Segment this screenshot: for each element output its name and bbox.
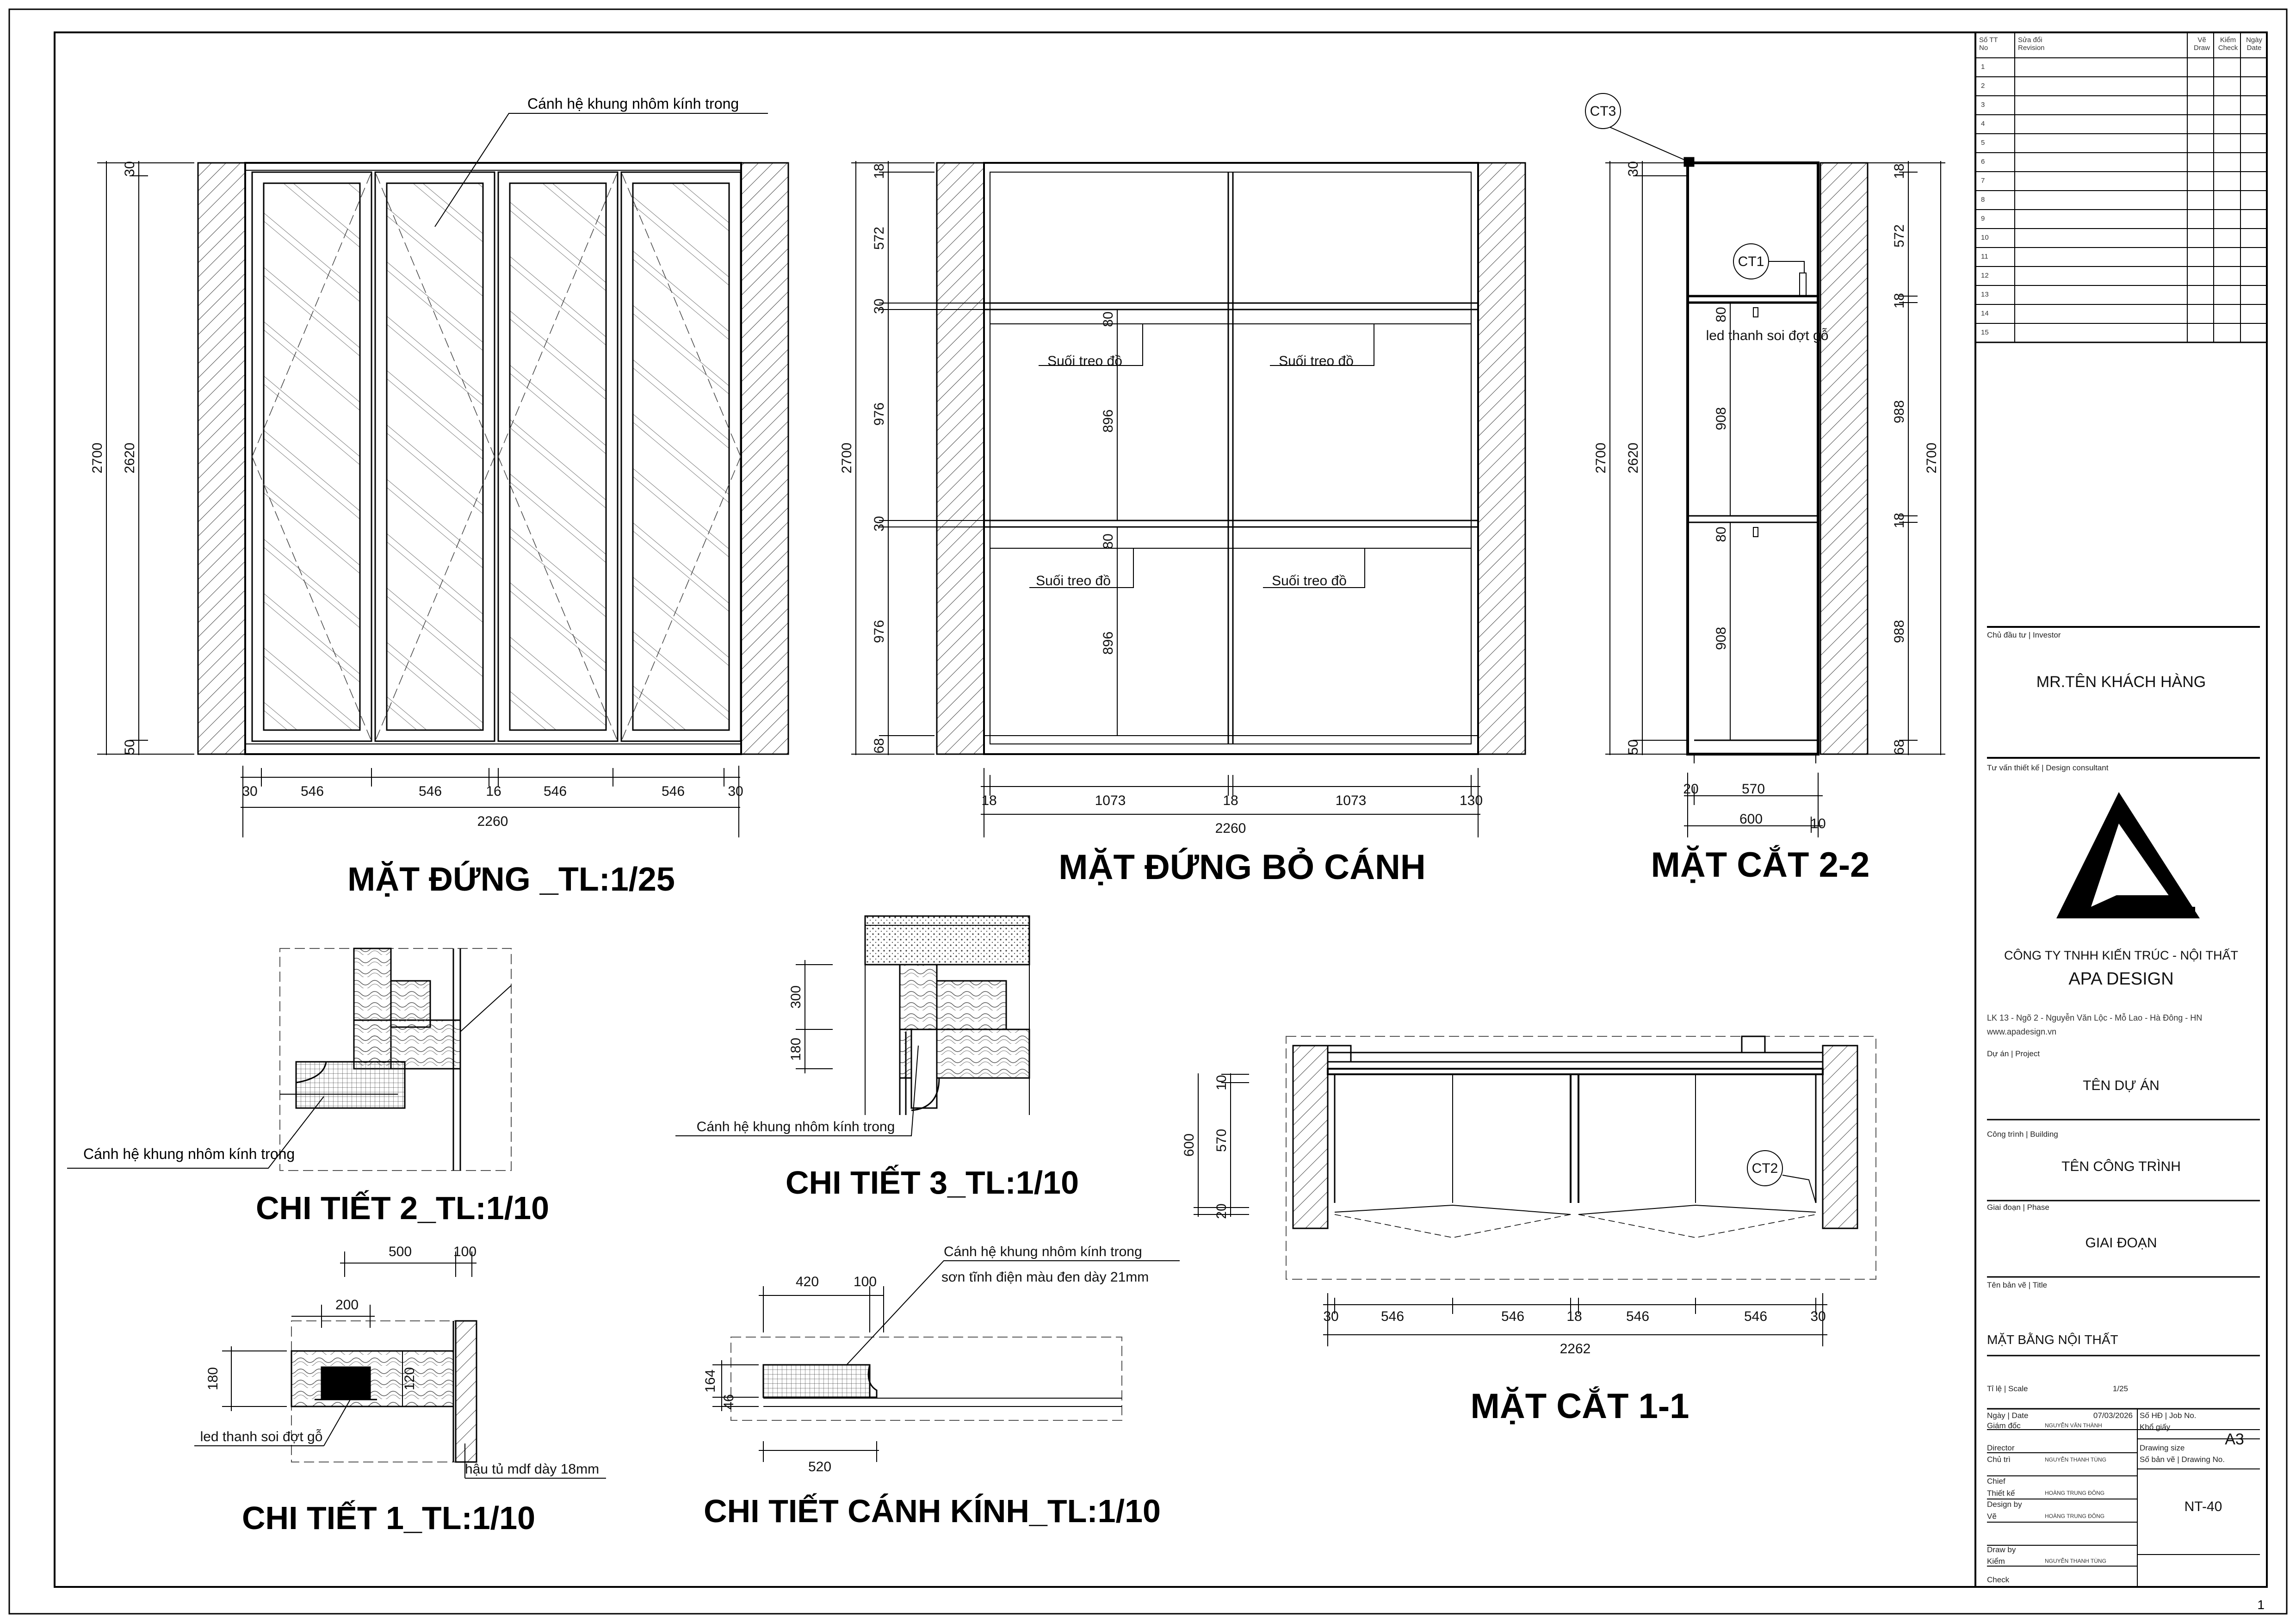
date: 07/03/2026 (2093, 1411, 2133, 1420)
revision-row-number: 10 (1981, 234, 1989, 242)
dim: 100 (853, 1274, 877, 1289)
mat-dung-callout: Cánh hệ khung nhôm kính trong (527, 95, 739, 112)
bo-canh-text (839, 163, 1483, 836)
dim-height: 600 (1182, 1133, 1197, 1157)
revision-row-number: 6 (1981, 158, 1985, 166)
dim: 546 (1626, 1309, 1650, 1324)
page-number: 1 (2257, 1598, 2265, 1612)
chief-label: Chủ trì (1987, 1455, 2011, 1464)
dim-height: 2700 (90, 442, 105, 474)
dim: 18 (1892, 293, 1907, 309)
rev-header-draw: Vẽ Draw (2193, 36, 2210, 52)
dim: 180 (788, 1037, 804, 1061)
director-en: Director (1987, 1443, 2015, 1452)
dim: 20 (1214, 1203, 1229, 1219)
dim: 18 (1892, 163, 1907, 179)
dim: 546 (1380, 1309, 1405, 1324)
title-bo-canh: MẶT ĐỨNG BỎ CÁNH (1058, 848, 1426, 887)
revision-row-number: 4 (1981, 120, 1985, 128)
dim: 30 (122, 161, 137, 177)
dim: 50 (122, 739, 137, 755)
dim: 1073 (1095, 793, 1126, 808)
back-label: hậu tủ mdf dày 18mm (464, 1462, 600, 1477)
paper-label: Khổ giấy (2140, 1423, 2171, 1431)
dim: 10 (1810, 816, 1826, 831)
dim: 16 (486, 784, 501, 799)
dim: 80 (1101, 311, 1116, 327)
dim: 908 (1714, 407, 1729, 431)
dim: 546 (661, 784, 685, 799)
draw-name: HOÀNG TRUNG ĐÔNG (2045, 1513, 2105, 1519)
dim: 908 (1714, 626, 1729, 650)
view-mat-dung (97, 113, 788, 837)
wall-left (198, 163, 245, 754)
project-label: Dự án | Project (1987, 1049, 2040, 1058)
consultant-label: Tư vấn thiết kế | Design consultant (1987, 763, 2109, 772)
rev-header-check: Kiểm Check (2218, 36, 2238, 52)
revision-row-number: 9 (1981, 215, 1985, 223)
revision-row-number: 3 (1981, 101, 1985, 109)
building-label: Công trình | Building (1987, 1130, 2058, 1139)
dim: 500 (388, 1244, 412, 1259)
title-chi-tiet-3: CHI TIẾT 3_TL:1/10 (785, 1165, 1079, 1201)
dim: 80 (1101, 533, 1116, 549)
ct3-callout: Cánh hệ khung nhôm kính trong (696, 1119, 895, 1134)
dim: 988 (1892, 400, 1907, 424)
dim: 570 (1741, 781, 1765, 797)
dim: 2620 (122, 442, 137, 474)
drawing-title: MẶT BẰNG NỘI THẤT (1987, 1332, 2118, 1347)
revision-row-number: 11 (1981, 253, 1988, 260)
company-line1: CÔNG TY TNHH KIẾN TRÚC - NỘI THẤT (2004, 948, 2239, 962)
dim: 546 (1501, 1309, 1525, 1324)
dim: 570 (1214, 1128, 1229, 1152)
chief-name: NGUYỄN THANH TÙNG (2045, 1456, 2106, 1463)
dim: 68 (1892, 739, 1907, 755)
revision-row-number: 5 (1981, 139, 1985, 147)
job-label: Số HĐ | Job No. (2140, 1411, 2197, 1420)
dim: 18 (981, 793, 997, 808)
dim: 572 (1892, 224, 1907, 248)
revision-row-number: 7 (1981, 177, 1985, 185)
dim-height: 2700 (839, 442, 854, 474)
dim: 18 (1566, 1309, 1582, 1324)
check-label: Kiểm (1987, 1557, 2005, 1566)
hanger-label: Suối treo đồ (1279, 353, 1354, 369)
paper-size: A3 (2225, 1431, 2244, 1448)
chief-en: Chief (1987, 1477, 2005, 1486)
view-chi-tiet-canh-kinh (712, 1261, 1180, 1462)
director-name: NGUYỄN VĂN THÀNH (2045, 1422, 2102, 1429)
view-chi-tiet-2 (67, 948, 511, 1171)
title-mat-cat-11: MẶT CẮT 1-1 (1470, 1387, 1690, 1426)
dim: 30 (1323, 1309, 1339, 1324)
dim: 988 (1892, 619, 1907, 644)
led-label: led thanh soi đợt gỗ (1706, 328, 1829, 343)
dim: 896 (1101, 631, 1116, 655)
revision-row-number: 12 (1981, 272, 1989, 279)
dim: 976 (872, 402, 887, 426)
dim: 546 (543, 784, 567, 799)
title-label: Tên bản vẽ | Title (1987, 1281, 2048, 1289)
dim-height: 2700 (1593, 442, 1609, 474)
scale: 1/25 (2112, 1384, 2128, 1393)
dim: 572 (872, 226, 887, 250)
revision-row-number: 15 (1981, 328, 1989, 336)
revision-row-number: 2 (1981, 82, 1985, 90)
dim-height: 2700 (1924, 442, 1939, 474)
dim: 50 (1626, 739, 1641, 755)
building: TÊN CÔNG TRÌNH (2061, 1159, 2181, 1174)
dim: 46 (721, 1394, 736, 1410)
dim: 20 (1683, 781, 1699, 797)
dim: 1073 (1335, 793, 1367, 808)
dim: 10 (1214, 1075, 1229, 1090)
view-mat-cat-11 (1194, 1036, 1876, 1346)
dim-total: 2260 (477, 814, 508, 829)
ct2-callout: Cánh hệ khung nhôm kính trong (83, 1146, 295, 1162)
wall-right (741, 163, 788, 754)
dim: 180 (205, 1367, 221, 1391)
dim: 30 (872, 516, 887, 532)
title-block (1975, 32, 2267, 1587)
dim: 600 (1739, 812, 1763, 827)
title-chi-tiet-2: CHI TIẾT 2_TL:1/10 (255, 1190, 550, 1226)
dim: 30 (872, 298, 887, 314)
ck-text (703, 1244, 1149, 1474)
revision-row-number: 1 (1981, 63, 1985, 71)
company-address: LK 13 - Ngõ 2 - Nguyễn Văn Lộc - Mỗ Lao - Hà Đông - HN (1987, 1013, 2203, 1022)
dim: 30 (1810, 1309, 1826, 1324)
revision-row-number: 8 (1981, 196, 1985, 204)
dim-total: 2260 (1215, 821, 1246, 836)
dim: 100 (453, 1244, 477, 1259)
draw-en: Draw by (1987, 1545, 2016, 1554)
hanger-label: Suối treo đồ (1272, 573, 1347, 588)
dim: 546 (1744, 1309, 1768, 1324)
investor-label: Chủ đầu tư | Investor (1987, 631, 2061, 639)
dim: 976 (872, 619, 887, 644)
glass-doors (252, 172, 741, 741)
dim: 520 (808, 1459, 832, 1474)
led-label: led thanh soi đợt gỗ (200, 1429, 323, 1444)
design-en: Design by (1987, 1500, 2022, 1509)
hanger-label: Suối treo đồ (1047, 353, 1122, 369)
dim: 2620 (1626, 442, 1641, 474)
view-mat-dung-bo-canh (851, 161, 1525, 837)
tag-ct1: CT1 (1738, 254, 1764, 269)
title-mat-dung: MẶT ĐỨNG _TL:1/25 (347, 861, 675, 898)
phase: GIAI ĐOẠN (2085, 1235, 2157, 1251)
company-line2: APA DESIGN (2068, 969, 2174, 989)
note: Cánh hệ khung nhôm kính trong (944, 1244, 1142, 1259)
rev-header-revision: Sửa đổi Revision (2018, 36, 2045, 52)
dim: 120 (402, 1367, 417, 1391)
dim: 68 (872, 738, 887, 754)
director-label: Giám đốc (1987, 1421, 2021, 1430)
dim: 80 (1714, 527, 1729, 542)
tag-ct2: CT2 (1751, 1161, 1778, 1176)
paper-en: Drawing size (2140, 1443, 2185, 1452)
tag-ct3: CT3 (1590, 104, 1616, 119)
dim: 18 (1892, 513, 1907, 528)
scale-label: Tỉ lệ | Scale (1987, 1384, 2028, 1393)
dim: 200 (335, 1297, 359, 1313)
dim: 30 (242, 784, 258, 799)
design-label: Thiết kế (1987, 1489, 2015, 1498)
title-chi-tiet-canh-kinh: CHI TIẾT CÁNH KÍNH_TL:1/10 (704, 1493, 1161, 1529)
date-label: Ngày | Date (1987, 1411, 2029, 1420)
rev-header-no: Số TT No (1979, 36, 1998, 52)
drawing-no: NT-40 (2184, 1499, 2222, 1514)
dim: 164 (703, 1369, 718, 1393)
cat11-text (1182, 1075, 1826, 1357)
dim: 30 (1626, 161, 1641, 177)
dim: 420 (795, 1274, 819, 1289)
revision-row-number: 13 (1981, 291, 1989, 298)
dim: 300 (788, 985, 804, 1009)
dim: 30 (728, 784, 743, 799)
dim: 80 (1714, 307, 1729, 322)
investor: MR.TÊN KHÁCH HÀNG (2036, 673, 2206, 691)
dim: 896 (1101, 409, 1116, 433)
hanger-label: Suối treo đồ (1036, 573, 1111, 588)
dim: 18 (1223, 793, 1238, 808)
view-chi-tiet-3 (675, 916, 1029, 1136)
design-name: HOÀNG TRUNG ĐÔNG (2045, 1490, 2105, 1496)
title-chi-tiet-1: CHI TIẾT 1_TL:1/10 (241, 1500, 536, 1536)
project: TÊN DỰ ÁN (2083, 1078, 2160, 1093)
title-mat-cat-22: MẶT CẮT 2-2 (1651, 845, 1870, 885)
phase-label: Giai đoạn | Phase (1987, 1203, 2049, 1212)
revision-row-number: 14 (1981, 310, 1989, 317)
drawing-no-label: Số bản vẽ | Drawing No. (2140, 1455, 2225, 1464)
dim: 546 (418, 784, 442, 799)
note: sơn tĩnh điện màu đen dày 21mm (941, 1270, 1149, 1285)
dim: 130 (1459, 793, 1483, 808)
dim: 18 (872, 163, 887, 179)
draw-label: Vẽ (1987, 1512, 1997, 1521)
check-name: NGUYỄN THANH TÙNG (2045, 1558, 2106, 1564)
check-en: Check (1987, 1575, 2010, 1584)
dim-total: 2262 (1560, 1341, 1591, 1357)
company-website: www.apadesign.vn (1987, 1027, 2057, 1036)
rev-header-date: Ngày Date (2246, 36, 2263, 52)
dim: 546 (300, 784, 324, 799)
